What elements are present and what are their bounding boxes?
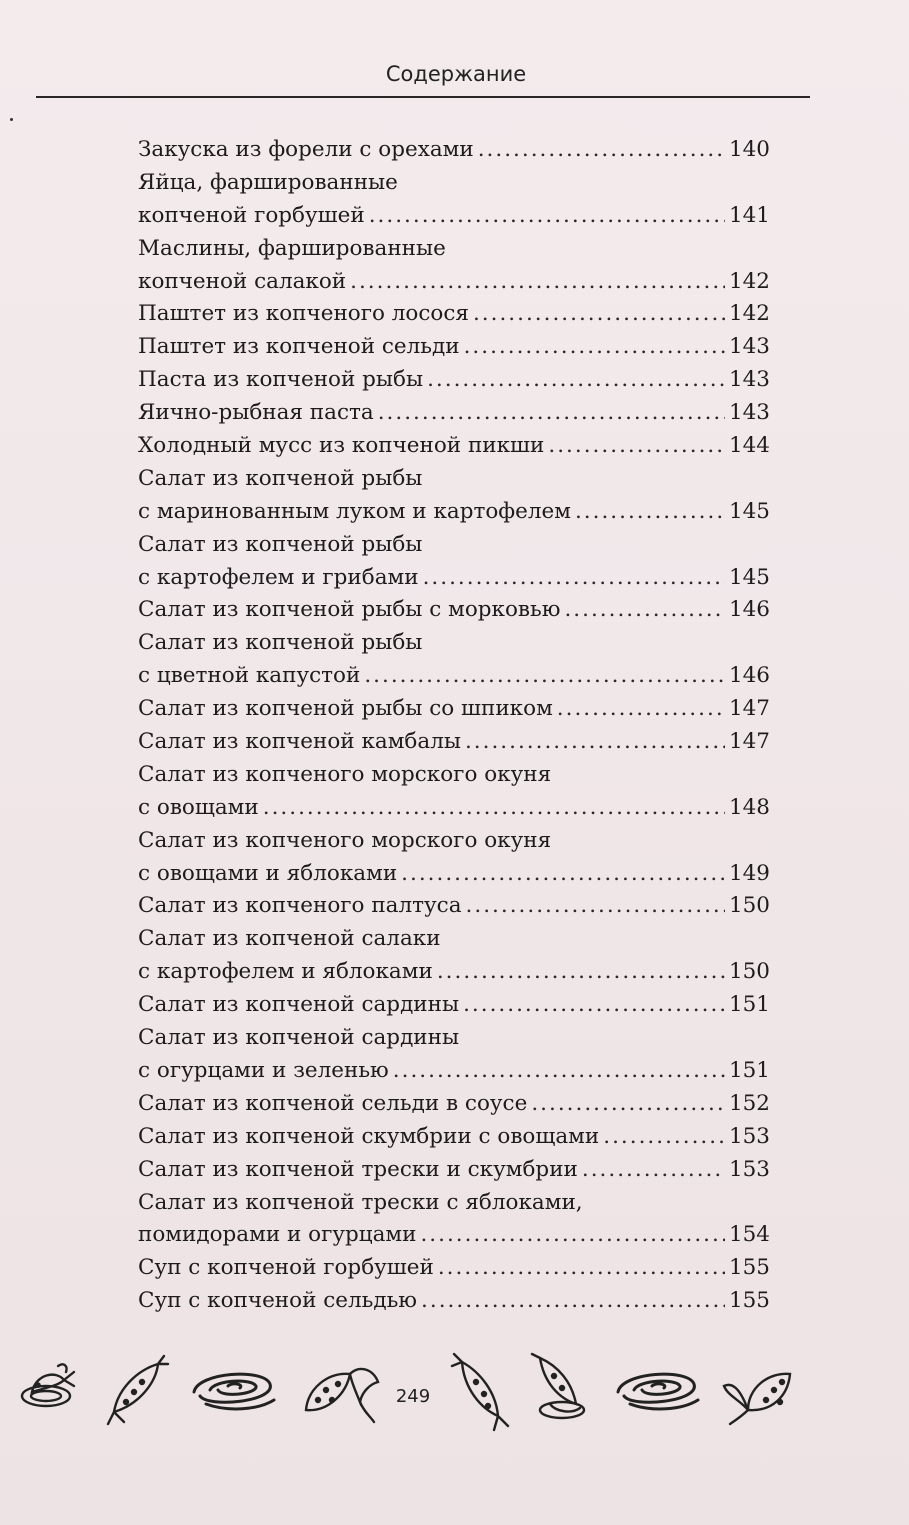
dot-leader xyxy=(531,1088,725,1121)
fish-icon xyxy=(104,1352,170,1430)
dot-leader xyxy=(465,726,725,759)
toc-line xyxy=(138,266,770,299)
toc-line xyxy=(138,134,770,167)
toc-line xyxy=(138,364,770,397)
toc-page-number: 142 xyxy=(728,268,770,294)
dot-leader xyxy=(473,298,725,331)
toc-page-number: 143 xyxy=(728,367,770,393)
toc-entry xyxy=(138,1285,770,1318)
toc-page-number: 146 xyxy=(728,597,770,623)
toc-entry xyxy=(138,331,770,364)
toc-line xyxy=(138,627,770,660)
toc-line xyxy=(138,989,770,1022)
toc-entry-title: Салат из копченого палтуса xyxy=(138,893,462,919)
toc-entry-title: Салат из копченого морского окуня xyxy=(138,761,552,787)
toc-entry-title: Паштет из копченой сельди xyxy=(138,334,460,360)
toc-line xyxy=(138,1022,770,1055)
toc-entry xyxy=(138,726,770,759)
toc-entry-title: Паста из копченой рыбы xyxy=(138,367,424,393)
toc-entry-title: Салат из копченой сардины xyxy=(138,992,460,1018)
toc-line xyxy=(138,726,770,759)
toc-entry-title: Маслины, фаршированные xyxy=(138,235,446,261)
toc-page-number: 145 xyxy=(728,564,770,590)
header-rule xyxy=(36,96,810,98)
dot-leader xyxy=(582,1154,725,1187)
toc-entry-title: с овощами и яблоками xyxy=(138,860,398,886)
toc-entry-title: Суп с копченой горбушей xyxy=(138,1255,434,1281)
toc-entry-title: Салат из копченой трески с яблоками, xyxy=(138,1189,583,1215)
toc-page-number: 145 xyxy=(728,498,770,524)
toc-entry xyxy=(138,298,770,331)
toc-line xyxy=(138,825,770,858)
dot-leader xyxy=(369,200,725,233)
toc-page-number: 141 xyxy=(728,202,770,228)
toc-entry-title: Салат из копченой рыбы xyxy=(138,465,423,491)
dot-leader xyxy=(478,134,725,167)
swirl-dish-icon xyxy=(612,1352,704,1414)
toc-line xyxy=(138,759,770,792)
toc-entry-title: Суп с копченой сельдью xyxy=(138,1288,418,1314)
toc-entry xyxy=(138,463,770,529)
toc-entry-title: Салат из копченой рыбы xyxy=(138,531,423,557)
toc-page-number: 155 xyxy=(728,1255,770,1281)
toc-line xyxy=(138,923,770,956)
toc-entry xyxy=(138,529,770,595)
swirl-dish-icon xyxy=(188,1352,280,1414)
toc-page-number: 143 xyxy=(728,400,770,426)
toc-entry-title: Салат из копченой сельди в соусе xyxy=(138,1090,528,1116)
toc-line xyxy=(138,890,770,923)
toc-entry-title: Яично-рыбная паста xyxy=(138,400,374,426)
dot-leader xyxy=(557,693,725,726)
toc-entry-title: копченой горбушей xyxy=(138,202,365,228)
toc-page-number: 142 xyxy=(728,301,770,327)
table-of-contents xyxy=(138,134,770,1318)
toc-line xyxy=(138,496,770,529)
toc-page-number: 151 xyxy=(728,992,770,1018)
toc-line xyxy=(138,1055,770,1088)
toc-entry xyxy=(138,233,770,299)
toc-line xyxy=(138,200,770,233)
toc-line xyxy=(138,956,770,989)
toc-entry-title: с картофелем и грибами xyxy=(138,564,419,590)
toc-line xyxy=(138,858,770,891)
toc-entry xyxy=(138,397,770,430)
dot-leader xyxy=(464,331,725,364)
toc-page-number: 150 xyxy=(728,959,770,985)
toc-entry xyxy=(138,134,770,167)
toc-entry-title: Салат из копченой трески и скумбрии xyxy=(138,1156,578,1182)
toc-entry xyxy=(138,1187,770,1253)
toc-entry-title: Салат из копченой рыбы xyxy=(138,630,423,656)
dot-leader xyxy=(393,1055,725,1088)
toc-page-number: 147 xyxy=(728,696,770,722)
toc-entry-title: Паштет из копченого лосося xyxy=(138,301,469,327)
toc-line xyxy=(138,233,770,266)
toc-line xyxy=(138,1252,770,1285)
toc-line xyxy=(138,529,770,562)
dot-leader xyxy=(401,858,725,891)
dot-leader xyxy=(427,364,725,397)
dot-leader xyxy=(423,562,725,595)
toc-page-number: 153 xyxy=(728,1156,770,1182)
toc-line xyxy=(138,1121,770,1154)
toc-page-number: 149 xyxy=(728,860,770,886)
toc-line xyxy=(138,463,770,496)
fish-tail-icon xyxy=(298,1352,388,1428)
toc-entry-title: Салат из копченой рыбы с морковью xyxy=(138,597,561,623)
toc-entry-title: с огурцами и зеленью xyxy=(138,1057,389,1083)
dot-leader xyxy=(603,1121,725,1154)
toc-entry-title: Холодный мусс из копченой пикши xyxy=(138,433,545,459)
dot-leader xyxy=(420,1219,724,1252)
toc-entry xyxy=(138,364,770,397)
toc-entry xyxy=(138,1022,770,1088)
dot-leader xyxy=(364,660,725,693)
page-title: Содержание xyxy=(385,62,527,86)
toc-page-number: 150 xyxy=(728,893,770,919)
fish-icon xyxy=(446,1352,512,1436)
toc-entry xyxy=(138,759,770,825)
toc-entry xyxy=(138,890,770,923)
dot-leader xyxy=(350,266,725,299)
dot-leader xyxy=(421,1285,725,1318)
toc-entry-title: Салат из копченой сардины xyxy=(138,1025,460,1051)
toc-line xyxy=(138,298,770,331)
dot-leader xyxy=(466,890,725,923)
toc-line xyxy=(138,331,770,364)
toc-line xyxy=(138,792,770,825)
toc-page-number: 143 xyxy=(728,334,770,360)
toc-entry xyxy=(138,989,770,1022)
toc-entry xyxy=(138,1121,770,1154)
toc-entry-title: Салат из копченой скумбрии с овощами xyxy=(138,1123,600,1149)
toc-entry-title: Салат из копченого морского окуня xyxy=(138,827,552,853)
toc-entry-title: Закуска из форели с орехами xyxy=(138,137,474,162)
dot-leader xyxy=(438,1252,725,1285)
toc-entry-title: Яйца, фаршированные xyxy=(138,169,398,195)
toc-entry xyxy=(138,1154,770,1187)
dot-leader xyxy=(378,397,725,430)
toc-entry xyxy=(138,1252,770,1285)
toc-entry xyxy=(138,167,770,233)
toc-page-number: 153 xyxy=(728,1123,770,1149)
toc-entry xyxy=(138,594,770,627)
toc-entry-title: Салат из копченой салаки xyxy=(138,926,441,952)
dot-leader xyxy=(548,430,725,463)
toc-line xyxy=(138,1219,770,1252)
toc-entry-title: копченой салакой xyxy=(138,268,347,294)
toc-page-number: 154 xyxy=(728,1222,770,1248)
toc-page-number: 147 xyxy=(728,729,770,755)
fish-tail-icon xyxy=(718,1352,804,1428)
fish-on-plate-icon xyxy=(18,1352,80,1414)
toc-page-number: 144 xyxy=(728,433,770,459)
toc-line xyxy=(138,1187,770,1220)
toc-entry-title: с цветной капустой xyxy=(138,663,361,689)
toc-line xyxy=(138,397,770,430)
margin-speck xyxy=(10,118,13,121)
toc-line xyxy=(138,594,770,627)
dot-leader xyxy=(263,792,725,825)
dot-leader xyxy=(437,956,725,989)
toc-entry-title: с маринованным луком и картофелем xyxy=(138,498,571,524)
toc-line xyxy=(138,1154,770,1187)
toc-line xyxy=(138,660,770,693)
toc-entry xyxy=(138,825,770,891)
dot-leader xyxy=(564,594,725,627)
toc-entry-title: с картофелем и яблоками xyxy=(138,959,433,985)
toc-line xyxy=(138,1285,770,1318)
page-header xyxy=(36,58,810,102)
page-number: 249 xyxy=(395,1386,431,1407)
toc-entry xyxy=(138,430,770,463)
toc-page-number: 140 xyxy=(728,137,770,162)
toc-line xyxy=(138,693,770,726)
toc-entry xyxy=(138,627,770,693)
fish-on-plate-icon xyxy=(528,1352,590,1428)
toc-entry-title: с овощами xyxy=(138,794,259,820)
toc-page-number: 155 xyxy=(728,1288,770,1314)
toc-entry xyxy=(138,923,770,989)
toc-entry-title: Салат из копченой рыбы со шпиком xyxy=(138,696,553,722)
dot-leader xyxy=(463,989,725,1022)
toc-line xyxy=(138,167,770,200)
toc-entry-title: помидорами и огурцами xyxy=(138,1222,417,1248)
toc-entry xyxy=(138,693,770,726)
toc-line xyxy=(138,1088,770,1121)
dot-leader xyxy=(575,496,725,529)
toc-entry xyxy=(138,1088,770,1121)
toc-page-number: 152 xyxy=(728,1090,770,1116)
page-footer xyxy=(0,1352,909,1452)
toc-page-number: 151 xyxy=(728,1057,770,1083)
toc-page-number: 148 xyxy=(728,794,770,820)
toc-line xyxy=(138,562,770,595)
toc-line xyxy=(138,430,770,463)
toc-entry-title: Салат из копченой камбалы xyxy=(138,729,461,755)
toc-page-number: 146 xyxy=(728,663,770,689)
